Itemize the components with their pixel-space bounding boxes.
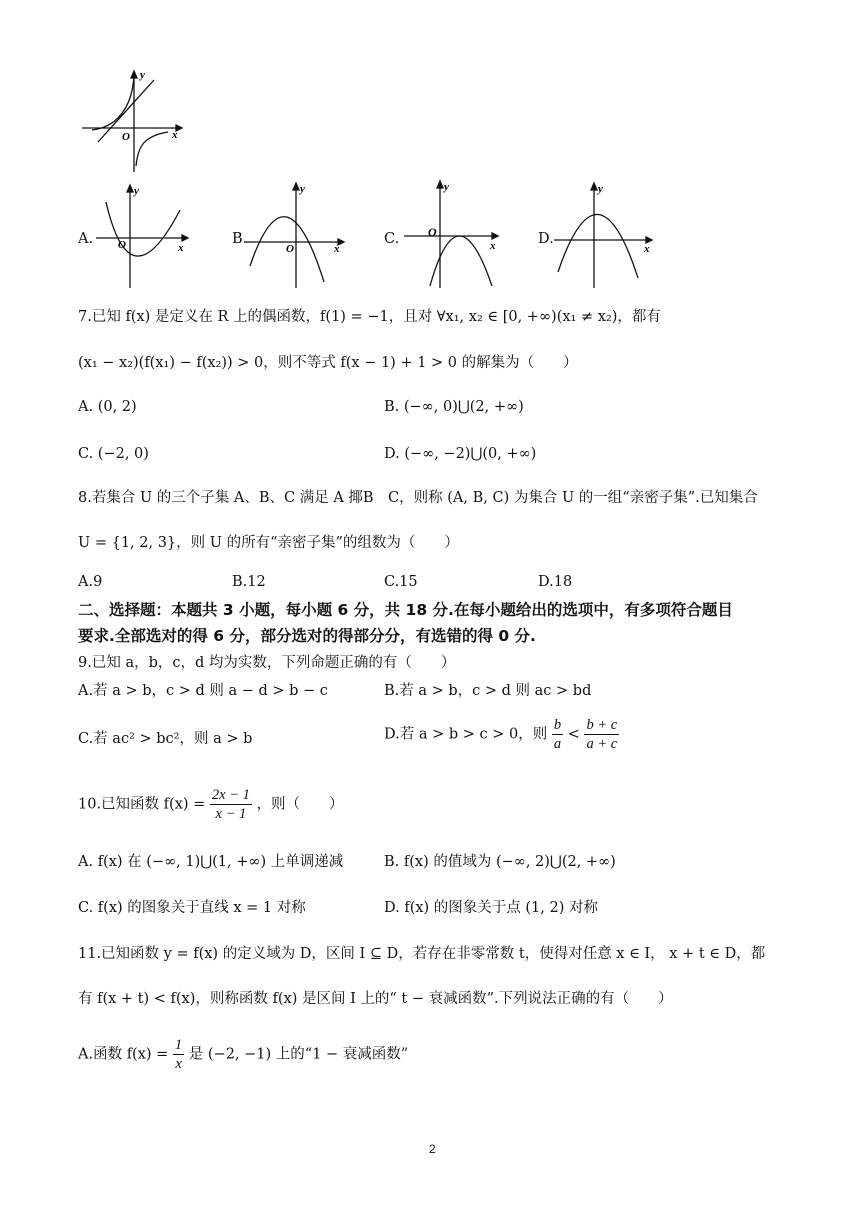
option-c-origin-label: O [428, 225, 437, 239]
option-b-origin-label: O [286, 243, 294, 255]
q9-d-num2: b + c [586, 717, 618, 733]
q9-option-c: C.若 ac² > bc²，则 a > b [78, 731, 253, 747]
q10-stem [78, 786, 344, 823]
q9-d-fraction-left [552, 716, 563, 753]
option-a-label: A. [78, 231, 94, 247]
option-c-label: C. [384, 231, 400, 247]
q11-a-suffix: 是 (−2, −1) 上的“1 − 衰减函数” [188, 1046, 409, 1063]
q10-suffix: ，则（ ） [256, 796, 344, 813]
q7-option-d: D. (−∞, −2)⋃(0, +∞) [384, 446, 537, 462]
q11-a-prefix: A.函数 f(x) = [78, 1046, 169, 1063]
q9-d-prefix: D.若 a > b > c > 0，则 [384, 726, 548, 743]
q10-fraction [210, 786, 252, 823]
option-d-x-label: x [644, 243, 650, 255]
q10-option-a: A. f(x) 在 (−∞, 1)⋃(1, +∞) 上单调递减 [78, 854, 344, 870]
q9-d-less-than: < [567, 726, 580, 743]
option-d-y-label: y [598, 183, 603, 195]
q11-option-a [78, 1036, 408, 1073]
q9-option-b: B.若 a > b，c > d 则 ac > bd [384, 683, 592, 699]
option-b-y-label: y [300, 183, 305, 195]
q7-option-c: C. (−2, 0) [78, 446, 149, 462]
option-b-x-label: x [334, 243, 340, 255]
q11-line1: 11.已知函数 y = f(x) 的定义域为 D，区间 I ⊆ D，若存在非零常数 t，使得对任意 x ∈ I， x + t ∈ D，都 [78, 946, 766, 962]
q9-option-d [384, 716, 619, 753]
option-a-origin-label: O [118, 239, 126, 251]
main-function-graph [78, 68, 188, 178]
option-a-graph [96, 182, 196, 292]
q10-prefix: 10.已知函数 f(x) = [78, 796, 206, 813]
q9-d-num1: b [553, 717, 562, 733]
q10-option-b: B. f(x) 的值域为 (−∞, 2)⋃(2, +∞) [384, 854, 616, 870]
option-d-graph [554, 182, 664, 292]
option-c-graph [400, 180, 510, 290]
option-d-label: D. [538, 231, 554, 247]
q11-a-denominator: x [175, 1056, 182, 1072]
q9-d-den2: a + c [586, 736, 618, 752]
section2-heading-line1: 二、选择题：本题共 3 小题，每小题 6 分，共 18 分.在每小题给出的选项中，有多项符合题目 [78, 601, 733, 619]
q7-option-a: A. (0, 2) [78, 399, 137, 415]
q9-d-den1: a [553, 736, 562, 752]
page-number: 2 [429, 1142, 436, 1156]
q10-option-d: D. f(x) 的图象关于点 (1, 2) 对称 [384, 900, 598, 916]
main-graph-origin-label: O [122, 131, 130, 143]
option-a-y-label: y [134, 185, 139, 197]
q11-line2: 有 f(x + t) < f(x)，则称函数 f(x) 是区间 I 上的“ t − 衰减函数”.下列说法正确的有（ ） [78, 991, 673, 1007]
q8-option-a: A.9 [78, 574, 103, 590]
option-c-y-label: y [444, 181, 449, 193]
option-b-label: B. [232, 231, 248, 247]
option-a-x-label: x [178, 242, 184, 254]
q10-denominator: x − 1 [215, 806, 247, 822]
q9-option-a: A.若 a > b，c > d 则 a − d > b − c [78, 683, 328, 699]
main-graph-x-label: x [172, 129, 178, 141]
option-b-graph [246, 182, 356, 292]
section2-heading-line2: 要求.全部选对的得 6 分，部分选对的得部分分，有选错的得 0 分. [78, 627, 536, 645]
q10-option-c: C. f(x) 的图象关于直线 x = 1 对称 [78, 900, 306, 916]
q7-line1: 7.已知 f(x) 是定义在 R 上的偶函数，f(1) = −1，且对 ∀x₁, x₂ ∈ [0, +∞)(x₁ ≠ x₂)，都有 [78, 309, 661, 325]
q8-line1: 8.若集合 U 的三个子集 A、B、C 满足 A 揶B C，则称 (A, B, C) 为集合 U 的一组“亲密子集”.已知集合 [78, 490, 758, 506]
q8-option-b: B.12 [232, 574, 266, 590]
q11-a-numerator: 1 [174, 1037, 183, 1053]
q9-stem: 9.已知 a，b，c，d 均为实数，下列命题正确的有（ ） [78, 655, 456, 671]
q8-option-c: C.15 [384, 574, 418, 590]
q11-a-fraction [173, 1036, 184, 1073]
q8-option-d: D.18 [538, 574, 573, 590]
q8-line2: U = {1, 2, 3}，则 U 的所有“亲密子集”的组数为（ ） [78, 535, 459, 551]
option-c-x-label: x [490, 240, 496, 252]
q10-numerator: 2x − 1 [211, 787, 250, 803]
q7-option-b: B. (−∞, 0)⋃(2, +∞) [384, 399, 524, 415]
q9-d-fraction-right [584, 716, 619, 753]
main-graph-y-label: y [140, 69, 145, 81]
q7-line2: (x₁ − x₂)(f(x₁) − f(x₂)) > 0，则不等式 f(x − 1) + 1 > 0 的解集为（ ） [78, 355, 578, 371]
